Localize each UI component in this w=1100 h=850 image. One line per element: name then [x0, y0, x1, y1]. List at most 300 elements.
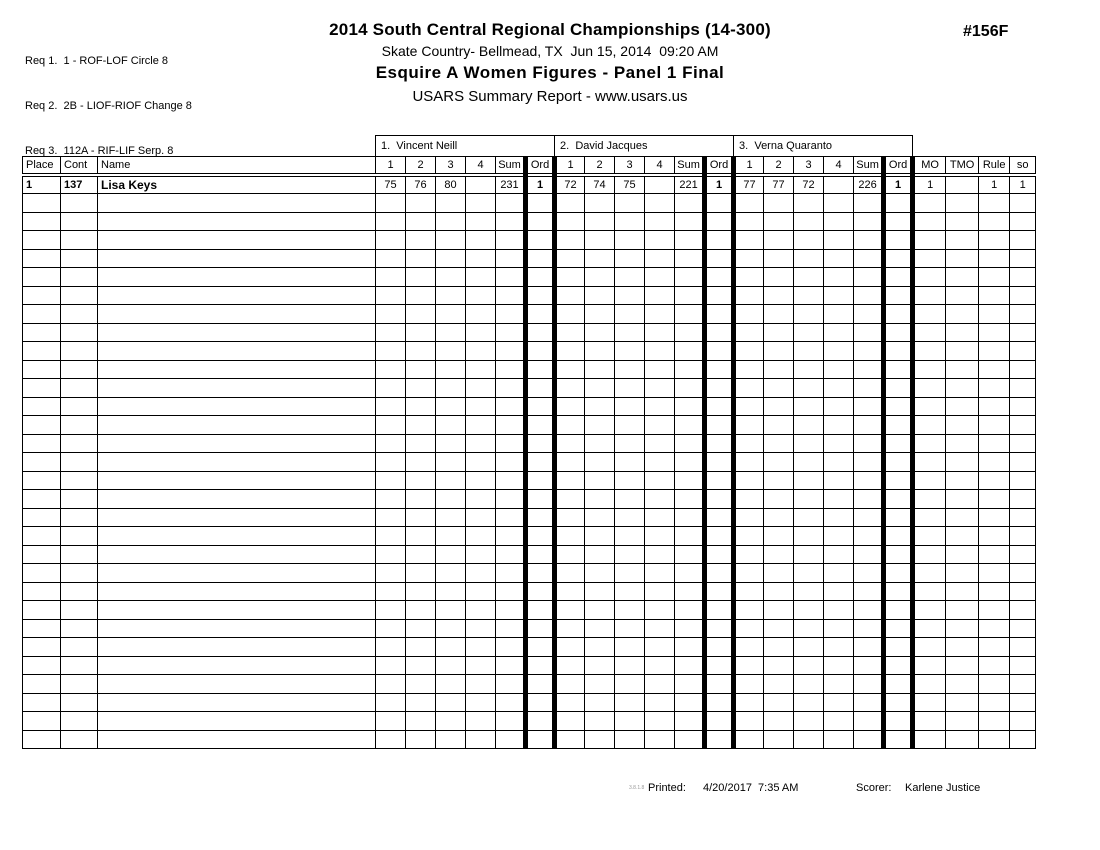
empty-score-cell — [675, 379, 705, 398]
empty-score-cell — [436, 527, 466, 546]
judge-3-name: 3. Verna Quaranto — [734, 136, 913, 157]
empty-score-cell — [764, 305, 794, 324]
empty-score-cell — [555, 619, 585, 638]
empty-score-cell — [794, 656, 824, 675]
header-j1-ord: Ord — [526, 157, 555, 176]
cont-cell: 137 — [61, 175, 98, 194]
empty-right-cell — [913, 360, 946, 379]
empty-cont-cell — [61, 323, 98, 342]
empty-score-cell — [615, 545, 645, 564]
empty-score-cell — [675, 231, 705, 250]
empty-score-cell — [466, 231, 496, 250]
empty-score-cell — [764, 564, 794, 583]
empty-score-cell — [376, 323, 406, 342]
empty-score-cell — [496, 619, 526, 638]
empty-score-cell — [376, 249, 406, 268]
judge-3-sum-cell: 226 — [854, 175, 884, 194]
empty-score-cell — [555, 249, 585, 268]
empty-score-cell — [376, 453, 406, 472]
empty-score-cell — [466, 730, 496, 749]
empty-score-cell — [376, 268, 406, 287]
document-number: #156F — [963, 23, 1009, 40]
empty-score-cell — [615, 693, 645, 712]
empty-right-cell — [913, 249, 946, 268]
empty-right-cell — [979, 360, 1010, 379]
empty-score-cell — [734, 268, 764, 287]
empty-score-cell — [615, 342, 645, 361]
empty-score-cell — [615, 453, 645, 472]
empty-ord-cell — [884, 619, 913, 638]
empty-score-cell — [794, 305, 824, 324]
empty-score-cell — [645, 619, 675, 638]
empty-row — [23, 545, 1036, 564]
empty-score-cell — [406, 564, 436, 583]
empty-place-cell — [23, 379, 61, 398]
empty-score-cell — [466, 601, 496, 620]
empty-score-cell — [406, 693, 436, 712]
empty-score-cell — [734, 693, 764, 712]
empty-score-cell — [734, 323, 764, 342]
empty-ord-cell — [526, 730, 555, 749]
empty-score-cell — [496, 231, 526, 250]
empty-row — [23, 490, 1036, 509]
empty-score-cell — [764, 582, 794, 601]
empty-ord-cell — [705, 231, 734, 250]
empty-score-cell — [764, 342, 794, 361]
empty-name-cell — [98, 693, 376, 712]
empty-score-cell — [824, 212, 854, 231]
empty-right-cell — [913, 656, 946, 675]
empty-score-cell — [466, 453, 496, 472]
empty-ord-cell — [526, 379, 555, 398]
empty-cont-cell — [61, 194, 98, 213]
judge-1-score-3-cell: 80 — [436, 175, 466, 194]
empty-place-cell — [23, 693, 61, 712]
empty-score-cell — [466, 194, 496, 213]
empty-right-cell — [913, 675, 946, 694]
empty-score-cell — [645, 342, 675, 361]
empty-ord-cell — [884, 194, 913, 213]
empty-ord-cell — [705, 360, 734, 379]
empty-score-cell — [496, 286, 526, 305]
empty-score-cell — [406, 379, 436, 398]
empty-ord-cell — [526, 305, 555, 324]
empty-right-cell — [979, 693, 1010, 712]
empty-score-cell — [645, 564, 675, 583]
empty-right-cell — [1010, 397, 1036, 416]
empty-right-cell — [1010, 490, 1036, 509]
judge-1-score-2-cell: 76 — [406, 175, 436, 194]
empty-score-cell — [496, 471, 526, 490]
empty-right-cell — [979, 582, 1010, 601]
empty-score-cell — [854, 619, 884, 638]
empty-score-cell — [555, 379, 585, 398]
empty-score-cell — [794, 360, 824, 379]
empty-score-cell — [675, 268, 705, 287]
empty-score-cell — [376, 564, 406, 583]
empty-score-cell — [376, 638, 406, 657]
empty-score-cell — [376, 434, 406, 453]
empty-score-cell — [406, 656, 436, 675]
judge-3-score-1-cell: 77 — [734, 175, 764, 194]
empty-score-cell — [675, 342, 705, 361]
empty-row — [23, 675, 1036, 694]
header-j2-2: 2 — [585, 157, 615, 176]
empty-right-cell — [913, 508, 946, 527]
empty-score-cell — [645, 508, 675, 527]
empty-ord-cell — [705, 490, 734, 509]
empty-score-cell — [585, 490, 615, 509]
empty-score-cell — [466, 212, 496, 231]
empty-score-cell — [406, 471, 436, 490]
empty-ord-cell — [884, 397, 913, 416]
empty-row — [23, 453, 1036, 472]
empty-score-cell — [436, 712, 466, 731]
judge-3-ord-cell: 1 — [884, 175, 913, 194]
empty-score-cell — [794, 231, 824, 250]
empty-ord-cell — [884, 268, 913, 287]
empty-ord-cell — [884, 656, 913, 675]
empty-score-cell — [645, 638, 675, 657]
empty-score-cell — [376, 471, 406, 490]
empty-score-cell — [466, 360, 496, 379]
empty-row — [23, 471, 1036, 490]
empty-score-cell — [585, 212, 615, 231]
empty-score-cell — [615, 194, 645, 213]
empty-score-cell — [555, 434, 585, 453]
empty-score-cell — [496, 323, 526, 342]
empty-score-cell — [496, 397, 526, 416]
empty-score-cell — [794, 508, 824, 527]
empty-cont-cell — [61, 619, 98, 638]
empty-right-cell — [913, 342, 946, 361]
empty-score-cell — [496, 194, 526, 213]
empty-score-cell — [675, 305, 705, 324]
empty-right-cell — [979, 490, 1010, 509]
empty-score-cell — [734, 212, 764, 231]
empty-score-cell — [436, 379, 466, 398]
empty-score-cell — [466, 323, 496, 342]
empty-score-cell — [854, 545, 884, 564]
empty-right-cell — [1010, 582, 1036, 601]
empty-ord-cell — [526, 564, 555, 583]
empty-score-cell — [466, 416, 496, 435]
empty-score-cell — [645, 601, 675, 620]
empty-score-cell — [585, 416, 615, 435]
empty-score-cell — [376, 675, 406, 694]
empty-score-cell — [794, 693, 824, 712]
empty-name-cell — [98, 360, 376, 379]
empty-score-cell — [824, 712, 854, 731]
empty-score-cell — [854, 712, 884, 731]
empty-score-cell — [764, 268, 794, 287]
empty-place-cell — [23, 342, 61, 361]
empty-score-cell — [794, 564, 824, 583]
empty-cont-cell — [61, 712, 98, 731]
empty-ord-cell — [705, 564, 734, 583]
empty-score-cell — [585, 508, 615, 527]
empty-cont-cell — [61, 730, 98, 749]
empty-cont-cell — [61, 416, 98, 435]
empty-score-cell — [406, 619, 436, 638]
empty-score-cell — [585, 397, 615, 416]
empty-score-cell — [585, 730, 615, 749]
empty-right-cell — [1010, 194, 1036, 213]
empty-place-cell — [23, 305, 61, 324]
judge-2-score-3-cell: 75 — [615, 175, 645, 194]
empty-score-cell — [436, 323, 466, 342]
empty-row — [23, 286, 1036, 305]
empty-right-cell — [1010, 564, 1036, 583]
empty-score-cell — [466, 379, 496, 398]
empty-row — [23, 638, 1036, 657]
empty-ord-cell — [526, 231, 555, 250]
empty-score-cell — [824, 564, 854, 583]
header-j3-sum: Sum — [854, 157, 884, 176]
empty-score-cell — [376, 730, 406, 749]
empty-score-cell — [555, 231, 585, 250]
empty-score-cell — [406, 601, 436, 620]
empty-score-cell — [675, 194, 705, 213]
empty-right-cell — [1010, 212, 1036, 231]
empty-score-cell — [675, 656, 705, 675]
header-j1-4: 4 — [466, 157, 496, 176]
empty-score-cell — [675, 490, 705, 509]
empty-score-cell — [496, 416, 526, 435]
empty-right-cell — [913, 490, 946, 509]
empty-score-cell — [645, 730, 675, 749]
empty-place-cell — [23, 508, 61, 527]
empty-score-cell — [675, 730, 705, 749]
empty-score-cell — [764, 249, 794, 268]
empty-right-cell — [979, 656, 1010, 675]
empty-right-cell — [946, 268, 979, 287]
empty-score-cell — [555, 471, 585, 490]
empty-place-cell — [23, 231, 61, 250]
column-header-row — [23, 157, 1036, 176]
empty-cont-cell — [61, 490, 98, 509]
empty-ord-cell — [884, 212, 913, 231]
empty-ord-cell — [705, 397, 734, 416]
empty-name-cell — [98, 545, 376, 564]
empty-score-cell — [496, 730, 526, 749]
mo-cell: 1 — [913, 175, 946, 194]
empty-ord-cell — [526, 508, 555, 527]
empty-right-cell — [946, 471, 979, 490]
empty-score-cell — [734, 675, 764, 694]
empty-score-cell — [764, 638, 794, 657]
title-block — [0, 20, 1100, 105]
empty-right-cell — [979, 249, 1010, 268]
empty-right-cell — [946, 601, 979, 620]
empty-score-cell — [854, 527, 884, 546]
empty-score-cell — [675, 527, 705, 546]
empty-right-cell — [946, 416, 979, 435]
empty-score-cell — [436, 601, 466, 620]
empty-score-cell — [734, 194, 764, 213]
header-j3-ord: Ord — [884, 157, 913, 176]
empty-score-cell — [376, 286, 406, 305]
empty-place-cell — [23, 545, 61, 564]
empty-right-cell — [1010, 730, 1036, 749]
empty-score-cell — [436, 268, 466, 287]
empty-score-cell — [734, 416, 764, 435]
empty-right-cell — [946, 305, 979, 324]
empty-score-cell — [466, 638, 496, 657]
empty-score-cell — [615, 286, 645, 305]
empty-score-cell — [764, 453, 794, 472]
empty-score-cell — [794, 268, 824, 287]
header-so: so — [1010, 157, 1036, 176]
empty-name-cell — [98, 712, 376, 731]
empty-score-cell — [615, 397, 645, 416]
empty-right-cell — [913, 730, 946, 749]
empty-score-cell — [794, 712, 824, 731]
empty-ord-cell — [705, 730, 734, 749]
empty-place-cell — [23, 675, 61, 694]
empty-score-cell — [585, 619, 615, 638]
empty-score-cell — [824, 286, 854, 305]
empty-score-cell — [406, 453, 436, 472]
empty-score-cell — [496, 564, 526, 583]
empty-right-cell — [979, 712, 1010, 731]
empty-name-cell — [98, 397, 376, 416]
empty-score-cell — [406, 582, 436, 601]
empty-ord-cell — [705, 379, 734, 398]
empty-score-cell — [406, 360, 436, 379]
empty-right-cell — [1010, 360, 1036, 379]
empty-score-cell — [406, 527, 436, 546]
empty-score-cell — [854, 730, 884, 749]
empty-right-cell — [1010, 675, 1036, 694]
empty-row — [23, 564, 1036, 583]
empty-right-cell — [1010, 268, 1036, 287]
empty-score-cell — [466, 545, 496, 564]
empty-score-cell — [496, 656, 526, 675]
empty-score-cell — [854, 249, 884, 268]
empty-score-cell — [734, 305, 764, 324]
empty-score-cell — [585, 434, 615, 453]
empty-score-cell — [824, 305, 854, 324]
empty-ord-cell — [884, 490, 913, 509]
empty-score-cell — [675, 601, 705, 620]
empty-right-cell — [1010, 656, 1036, 675]
empty-score-cell — [466, 712, 496, 731]
empty-score-cell — [615, 268, 645, 287]
empty-name-cell — [98, 268, 376, 287]
empty-name-cell — [98, 434, 376, 453]
venue-date-line: Skate Country- Bellmead, TX Jun 15, 2014 09:20 AM — [381, 43, 719, 59]
empty-place-cell — [23, 212, 61, 231]
empty-score-cell — [734, 527, 764, 546]
empty-score-cell — [675, 471, 705, 490]
empty-score-cell — [406, 323, 436, 342]
empty-score-cell — [645, 379, 675, 398]
empty-score-cell — [764, 601, 794, 620]
empty-right-cell — [1010, 286, 1036, 305]
header-name: Name — [98, 157, 376, 176]
empty-score-cell — [615, 305, 645, 324]
empty-right-cell — [979, 231, 1010, 250]
empty-score-cell — [645, 712, 675, 731]
empty-score-cell — [734, 342, 764, 361]
empty-score-cell — [675, 360, 705, 379]
empty-right-cell — [979, 212, 1010, 231]
empty-cont-cell — [61, 379, 98, 398]
empty-score-cell — [824, 360, 854, 379]
empty-score-cell — [675, 675, 705, 694]
empty-score-cell — [675, 397, 705, 416]
empty-score-cell — [734, 397, 764, 416]
empty-score-cell — [854, 231, 884, 250]
empty-ord-cell — [884, 712, 913, 731]
empty-score-cell — [615, 360, 645, 379]
empty-name-cell — [98, 249, 376, 268]
empty-score-cell — [734, 231, 764, 250]
empty-score-cell — [734, 360, 764, 379]
empty-score-cell — [794, 212, 824, 231]
empty-ord-cell — [884, 249, 913, 268]
empty-row — [23, 342, 1036, 361]
empty-right-cell — [946, 582, 979, 601]
empty-score-cell — [645, 212, 675, 231]
empty-score-cell — [824, 231, 854, 250]
empty-score-cell — [675, 212, 705, 231]
empty-right-cell — [979, 416, 1010, 435]
judge-1-score-4-cell — [466, 175, 496, 194]
empty-ord-cell — [705, 656, 734, 675]
empty-name-cell — [98, 730, 376, 749]
requirement-line-2: Req 2. 2B - LIOF-RIOF Change 8 — [25, 100, 192, 112]
empty-score-cell — [615, 323, 645, 342]
empty-name-cell — [98, 323, 376, 342]
empty-name-cell — [98, 564, 376, 583]
empty-score-cell — [555, 564, 585, 583]
empty-score-cell — [585, 342, 615, 361]
empty-score-cell — [824, 416, 854, 435]
empty-score-cell — [734, 434, 764, 453]
empty-right-cell — [946, 231, 979, 250]
empty-score-cell — [585, 194, 615, 213]
empty-score-cell — [436, 360, 466, 379]
empty-score-cell — [824, 434, 854, 453]
empty-place-cell — [23, 601, 61, 620]
empty-ord-cell — [884, 286, 913, 305]
empty-score-cell — [555, 601, 585, 620]
empty-right-cell — [979, 194, 1010, 213]
empty-ord-cell — [526, 582, 555, 601]
empty-score-cell — [466, 286, 496, 305]
judge-1-sum-cell: 231 — [496, 175, 526, 194]
empty-ord-cell — [526, 360, 555, 379]
empty-score-cell — [585, 471, 615, 490]
empty-right-cell — [1010, 342, 1036, 361]
empty-score-cell — [734, 490, 764, 509]
empty-place-cell — [23, 527, 61, 546]
empty-right-cell — [946, 508, 979, 527]
empty-score-cell — [555, 453, 585, 472]
empty-cont-cell — [61, 305, 98, 324]
header-cont: Cont — [61, 157, 98, 176]
header-mo: MO — [913, 157, 946, 176]
empty-score-cell — [645, 416, 675, 435]
empty-ord-cell — [884, 693, 913, 712]
empty-score-cell — [555, 212, 585, 231]
empty-ord-cell — [526, 342, 555, 361]
empty-right-cell — [913, 212, 946, 231]
empty-score-cell — [675, 545, 705, 564]
empty-score-cell — [764, 323, 794, 342]
